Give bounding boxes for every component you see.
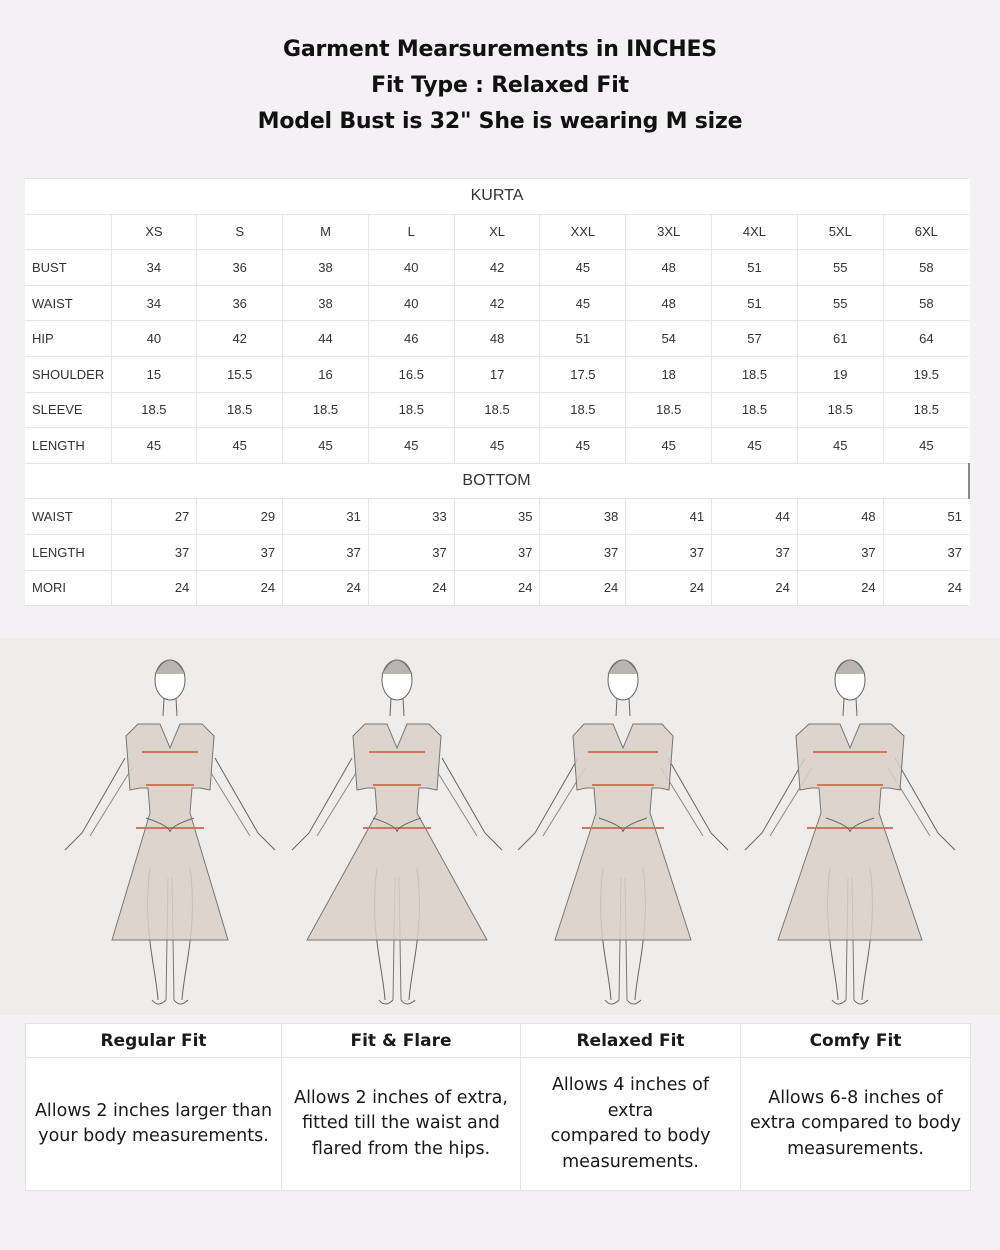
measure-value: 38 bbox=[283, 285, 369, 321]
measure-value: 57 bbox=[712, 321, 798, 357]
measure-value: 42 bbox=[454, 285, 540, 321]
measure-value: 37 bbox=[111, 534, 197, 570]
measure-value: 37 bbox=[283, 534, 369, 570]
measure-value: 40 bbox=[368, 250, 454, 286]
kurta-measure-row bbox=[25, 356, 969, 392]
measure-value: 18.5 bbox=[111, 392, 197, 428]
size-header-cell: 4XL bbox=[712, 214, 798, 250]
measure-value: 35 bbox=[454, 499, 540, 535]
measure-value: 24 bbox=[797, 570, 883, 606]
fit-type-description bbox=[282, 1058, 521, 1191]
measure-value: 24 bbox=[368, 570, 454, 606]
fit-description-line: compared to body bbox=[550, 1126, 711, 1146]
measure-label: WAIST bbox=[25, 285, 111, 321]
measure-value: 45 bbox=[540, 250, 626, 286]
measure-value: 46 bbox=[368, 321, 454, 357]
measure-value: 24 bbox=[712, 570, 798, 606]
bottom-section-header bbox=[25, 463, 969, 499]
size-header-cell: 3XL bbox=[626, 214, 712, 250]
fit-types-table bbox=[25, 1023, 971, 1191]
measure-value: 31 bbox=[283, 499, 369, 535]
measure-value: 51 bbox=[712, 250, 798, 286]
size-header-cell: 5XL bbox=[797, 214, 883, 250]
measure-value: 18.5 bbox=[712, 392, 798, 428]
kurta-measure-row bbox=[25, 250, 969, 286]
measure-value: 48 bbox=[626, 285, 712, 321]
measure-value: 45 bbox=[283, 428, 369, 464]
fit-type-description bbox=[26, 1058, 282, 1191]
measure-value: 40 bbox=[111, 321, 197, 357]
measure-value: 18.5 bbox=[540, 392, 626, 428]
measure-value: 15 bbox=[111, 356, 197, 392]
regular-fit-figure bbox=[60, 638, 280, 1015]
fit-description-line: extra compared to body bbox=[749, 1113, 962, 1134]
measure-value: 42 bbox=[454, 250, 540, 286]
measure-value: 24 bbox=[283, 570, 369, 606]
measure-label: BUST bbox=[25, 250, 111, 286]
measure-value: 24 bbox=[540, 570, 626, 606]
empty-corner-cell bbox=[25, 214, 111, 250]
measure-value: 40 bbox=[368, 285, 454, 321]
measure-label: LENGTH bbox=[25, 428, 111, 464]
measure-value: 18.5 bbox=[197, 392, 283, 428]
measure-value: 54 bbox=[626, 321, 712, 357]
size-header-cell: S bbox=[197, 214, 283, 250]
measure-value: 64 bbox=[883, 321, 969, 357]
fit-description-line: flared from the hips. bbox=[311, 1138, 491, 1159]
measure-value: 18.5 bbox=[626, 392, 712, 428]
measure-value: 36 bbox=[197, 250, 283, 286]
fit-type-title: Fit & Flare bbox=[282, 1024, 521, 1058]
measure-label: SLEEVE bbox=[25, 392, 111, 428]
header-fit-type: Fit Type : Relaxed Fit bbox=[371, 73, 629, 98]
size-header-cell: M bbox=[283, 214, 369, 250]
measure-value: 18.5 bbox=[368, 392, 454, 428]
measure-value: 29 bbox=[197, 499, 283, 535]
kurta-measure-row bbox=[25, 428, 969, 464]
header-model-info: Model Bust is 32" She is wearing M size bbox=[257, 109, 743, 134]
bottom-title: BOTTOM bbox=[25, 463, 969, 499]
fit-type-title: Comfy Fit bbox=[741, 1024, 971, 1058]
kurta-section-header bbox=[25, 179, 969, 215]
measure-label: MORI bbox=[25, 570, 111, 606]
measure-value: 58 bbox=[883, 285, 969, 321]
fit-and-flare-figure bbox=[287, 638, 507, 1015]
size-chart-table bbox=[25, 178, 970, 606]
measure-value: 38 bbox=[283, 250, 369, 286]
fit-type-title: Regular Fit bbox=[26, 1024, 282, 1058]
measure-value: 45 bbox=[454, 428, 540, 464]
bottom-measure-row bbox=[25, 570, 969, 606]
measure-value: 27 bbox=[111, 499, 197, 535]
measure-value: 45 bbox=[540, 285, 626, 321]
measure-value: 37 bbox=[540, 534, 626, 570]
kurta-measure-row bbox=[25, 285, 969, 321]
measure-value: 45 bbox=[540, 428, 626, 464]
measure-value: 48 bbox=[626, 250, 712, 286]
bottom-measure-row bbox=[25, 534, 969, 570]
measure-value: 18.5 bbox=[883, 392, 969, 428]
measure-value: 34 bbox=[111, 250, 197, 286]
fit-description-line: fitted till the waist and bbox=[302, 1113, 500, 1134]
measure-value: 16 bbox=[283, 356, 369, 392]
measure-value: 37 bbox=[883, 534, 969, 570]
size-header-cell: XL bbox=[454, 214, 540, 250]
fit-type-title: Relaxed Fit bbox=[521, 1024, 741, 1058]
measure-value: 48 bbox=[454, 321, 540, 357]
measure-label: WAIST bbox=[25, 499, 111, 535]
kurta-measure-row bbox=[25, 392, 969, 428]
measure-value: 45 bbox=[626, 428, 712, 464]
measure-value: 24 bbox=[883, 570, 969, 606]
measure-value: 37 bbox=[626, 534, 712, 570]
measure-value: 17.5 bbox=[540, 356, 626, 392]
size-header-cell: L bbox=[368, 214, 454, 250]
measure-label: LENGTH bbox=[25, 534, 111, 570]
measure-value: 48 bbox=[797, 499, 883, 535]
measure-value: 17 bbox=[454, 356, 540, 392]
fit-description-line: Allows 4 inches of extra bbox=[551, 1075, 710, 1121]
measure-value: 24 bbox=[454, 570, 540, 606]
measure-value: 45 bbox=[712, 428, 798, 464]
relaxed-fit-figure bbox=[513, 638, 733, 1015]
measure-value: 37 bbox=[197, 534, 283, 570]
measure-value: 45 bbox=[197, 428, 283, 464]
measure-value: 19.5 bbox=[883, 356, 969, 392]
size-header-cell: XS bbox=[111, 214, 197, 250]
measure-value: 61 bbox=[797, 321, 883, 357]
measure-value: 37 bbox=[712, 534, 798, 570]
kurta-measure-row bbox=[25, 321, 969, 357]
measure-value: 18.5 bbox=[797, 392, 883, 428]
measure-value: 37 bbox=[797, 534, 883, 570]
measure-value: 45 bbox=[797, 428, 883, 464]
fit-type-description bbox=[741, 1058, 971, 1191]
measure-value: 45 bbox=[111, 428, 197, 464]
fit-illustrations bbox=[0, 638, 1000, 1015]
measure-value: 37 bbox=[454, 534, 540, 570]
bottom-measure-row bbox=[25, 499, 969, 535]
page-header bbox=[0, 32, 1000, 140]
size-header-cell: 6XL bbox=[883, 214, 969, 250]
header-title: Garment Mearsurements in INCHES bbox=[283, 37, 717, 62]
measure-value: 15.5 bbox=[197, 356, 283, 392]
measure-value: 58 bbox=[883, 250, 969, 286]
measure-value: 55 bbox=[797, 285, 883, 321]
measure-value: 18.5 bbox=[283, 392, 369, 428]
measure-value: 18.5 bbox=[712, 356, 798, 392]
fit-description-line: your body measurements. bbox=[38, 1126, 269, 1146]
size-header-cell: XXL bbox=[540, 214, 626, 250]
fit-description-line: measurements. bbox=[562, 1151, 699, 1172]
measure-value: 33 bbox=[368, 499, 454, 535]
measure-value: 51 bbox=[883, 499, 969, 535]
measure-value: 55 bbox=[797, 250, 883, 286]
measure-value: 44 bbox=[283, 321, 369, 357]
measure-value: 45 bbox=[883, 428, 969, 464]
measure-value: 45 bbox=[368, 428, 454, 464]
fit-description-line: measurements. bbox=[787, 1138, 924, 1159]
measure-value: 36 bbox=[197, 285, 283, 321]
measure-value: 37 bbox=[368, 534, 454, 570]
measure-value: 42 bbox=[197, 321, 283, 357]
size-header-row bbox=[25, 214, 969, 250]
fit-description-line: Allows 6-8 inches of bbox=[768, 1087, 943, 1108]
fit-description-line: Allows 2 inches of extra, bbox=[294, 1087, 508, 1108]
measure-label: SHOULDER bbox=[25, 356, 111, 392]
kurta-title: KURTA bbox=[25, 179, 969, 215]
measure-value: 18 bbox=[626, 356, 712, 392]
measure-label: HIP bbox=[25, 321, 111, 357]
measure-value: 19 bbox=[797, 356, 883, 392]
measure-value: 24 bbox=[197, 570, 283, 606]
fit-type-description bbox=[521, 1058, 741, 1191]
measure-value: 24 bbox=[111, 570, 197, 606]
measure-value: 51 bbox=[712, 285, 798, 321]
comfy-fit-figure bbox=[740, 638, 960, 1015]
measure-value: 18.5 bbox=[454, 392, 540, 428]
measure-value: 38 bbox=[540, 499, 626, 535]
measure-value: 44 bbox=[712, 499, 798, 535]
measure-value: 51 bbox=[540, 321, 626, 357]
measure-value: 24 bbox=[626, 570, 712, 606]
measure-value: 41 bbox=[626, 499, 712, 535]
fit-description-line: Allows 2 inches larger than bbox=[34, 1100, 273, 1121]
measure-value: 16.5 bbox=[368, 356, 454, 392]
measure-value: 34 bbox=[111, 285, 197, 321]
